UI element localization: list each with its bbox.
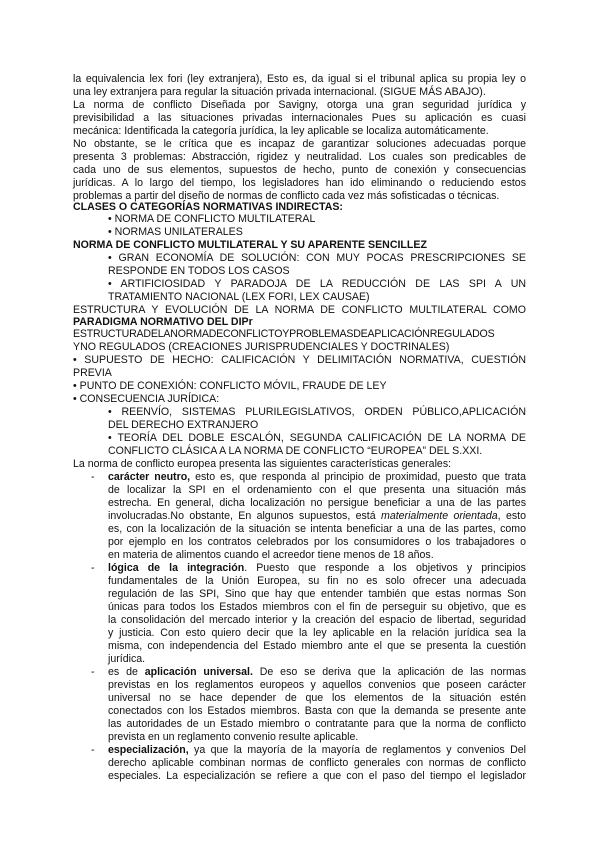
list-item-line: previstas en los reglamentos europeos y aquellos convenios que poseen carácter (108, 679, 526, 691)
list-item-line: por ejemplo en los contratos celebrados por los consumidores o los trabajadores o (108, 536, 526, 548)
bullet-item-continuation: DEL DERECHO EXTRANJERO (108, 419, 259, 431)
bullet-item: • CONSECUENCIA JURÍDICA: (73, 393, 220, 405)
paragraph-line: cada uno de sus elementos, supuestos de hecho, punto de conexión y consecuencias (73, 164, 526, 176)
section-heading: PARADIGMA NORMATIVO DEL DIPr (73, 316, 253, 328)
characteristic-text: De eso se deriva que la aplicación de las normas (252, 666, 526, 678)
bullet-item-continuation: TRATAMIENTO NACIONAL (LEX FORI, LEX CAUSAE) (108, 291, 370, 303)
list-dash: - (91, 744, 95, 756)
paragraph-line: YNO REGULADOS (CREACIONES JURISPRUDENCIALES Y DOCTRINALES) (73, 341, 450, 353)
paragraph-line: No obstante, se le crítica que es incapaz de garantizar soluciones adecuadas porque (73, 138, 526, 150)
list-item-line: en materia de alimentos cuando el acreedor tiene menos de 18 años. (108, 549, 434, 561)
characteristic-label: lógica de la integración (108, 562, 245, 574)
paragraph-line: presenta 3 problemas: Abstracción, rigidez y neutralidad. Los cuales son predicables de (73, 151, 526, 163)
characteristic-text: , esto (497, 510, 526, 522)
bullet-item: • ARTIFICIOSIDAD Y PARADOJA DE LA REDUCCIÓN DE LAS SPI A UN (108, 278, 526, 290)
list-item-line: estrecha. En general, dicha localización no persigue beneficiar a una de las partes (108, 497, 526, 509)
bullet-item-continuation: PREVIA (73, 367, 112, 379)
list-item-line: universal no se hace depender de que los elementos de la situación estén (108, 692, 526, 704)
paragraph-line: una ley extranjera para regular la situación privada internacional. (SIGUE MÁS ABAJO). (73, 86, 486, 98)
list-item-line (108, 562, 526, 575)
list-dash: - (91, 666, 95, 678)
characteristic-label: especialización, (108, 744, 189, 756)
list-item-line: especiales. La especialización se refiere a que con el paso del tiempo el legislador (108, 770, 526, 782)
bullet-item-continuation: CONFLICTO CLÁSICA A LA NORMA DE CONFLICTO “EUROPEA” DEL S.XXI. (108, 445, 483, 457)
bullet-item: • GRAN ECONOMÍA DE SOLUCIÓN: CON MUY POCAS PRESCRIPCIONES SE (108, 252, 526, 264)
bullet-item: • TEORÍA DEL DOBLE ESCALÓN, SEGUNDA CALIFICACIÓN DE LA NORMA DE (108, 432, 526, 444)
list-dash: - (91, 562, 95, 574)
paragraph-line: previsibilidad a las situaciones privadas internacionales Pues su aplicación es cuasi (73, 112, 526, 124)
characteristic-label: aplicación universal. (144, 666, 253, 678)
list-item-line (108, 666, 526, 679)
paragraph-line: mecánica: Identificada la categoría jurídica, la ley aplicable se localiza automáticamente. (73, 125, 489, 137)
bullet-item: • SUPUESTO DE HECHO: CALIFICACIÓN Y DELIMITACIÓN NORMATIVA, CUESTIÓN (73, 354, 526, 366)
section-heading: NORMA DE CONFLICTO MULTILATERAL Y SU APARENTE SENCILLEZ (73, 239, 427, 251)
bullet-item-continuation: RESPONDE EN TODOS LOS CASOS (108, 265, 290, 277)
characteristic-text: involucradas.No obstante, En algunos supuestos, está (108, 510, 381, 522)
list-item-line: la consolidación del mercado interior y la creación del espacio de libertad, seguridad (108, 614, 526, 626)
paragraph-line: ESTRUCTURADELANORMADECONFLICTOYPROBLEMASDEAPLICACIÓNREGULADOS (73, 328, 495, 340)
bullet-item: • NORMAS UNILATERALES (108, 226, 243, 238)
list-item-line: es, con la localización de la situación se intenta beneficiar a una de las partes, como (108, 523, 526, 535)
paragraph-line: la equivalencia lex fori (ley extranjera), Esto es, da igual si el tribunal aplica su propia ley o (73, 73, 526, 85)
characteristic-label: carácter neutro, (108, 471, 191, 483)
characteristic-text: ya que la mayoría de la mayoría de reglamentos y convenios Del (188, 744, 526, 756)
paragraph-line: La norma de conflicto Diseñada por Savigny, otorga una gran seguridad jurídica y (73, 99, 526, 111)
list-item-line: jurídica. (108, 653, 146, 665)
list-item-line: misma, con independencia del Estado miembro ante el que se presenta la cuestión (108, 640, 526, 652)
bullet-item: • PUNTO DE CONEXIÓN: CONFLICTO MÓVIL, FRAUDE DE LEY (73, 380, 387, 392)
list-item-line: conectados con los Estados miembros. Basta con que la demanda se presente ante (108, 705, 526, 717)
list-item-line (108, 471, 526, 484)
list-item-line: y justicia. Con esto quiero decir que la ley aplicable en la relación jurídica sea la (108, 627, 526, 639)
paragraph-line: jurídicas. A lo largo del tiempo, los legisladores han ido eliminando o reduciendo estos (73, 177, 526, 189)
paragraph-line: ESTRUCTURA Y EVOLUCIÓN DE LA NORMA DE CONFLICTO MULTILATERAL COMO (73, 304, 526, 316)
list-item-line: únicas para todos los Estados miembros con el fin de perseguir su objetivo, que es (108, 601, 526, 613)
list-item-line: las autoridades de un Estado miembro o contratante para que la norma de conflicto (108, 718, 526, 730)
list-item-line (108, 510, 526, 523)
italic-text: materialmente orientada (381, 510, 498, 522)
section-heading: CLASES O CATEGORÍAS NORMATIVAS INDIRECTAS: (73, 201, 343, 213)
list-item-line: fundamentales de la Unión Europea, su fin no es solo ofrecer una adecuada (108, 575, 526, 587)
list-item-line: de localizar la SPI en el ordenamiento con el que presenta una situación más (108, 484, 526, 496)
characteristic-text: esto es, que responda al principio de proximidad, puesto que trata (190, 471, 526, 483)
characteristic-text: es de (108, 666, 145, 678)
list-item-line: regulación de las SPI, Sino que hay que entender también que estas normas Son (108, 588, 526, 600)
list-item-line: prevista en un reglamento convenio resulte aplicable. (108, 731, 359, 743)
bullet-item: • REENVÍO, SISTEMAS PLURILEGISLATIVOS, ORDEN PÚBLICO,APLICACIÓN (108, 406, 526, 418)
paragraph-line: La norma de conflicto europea presenta las siguientes características generales: (73, 458, 452, 470)
list-item-line: derecho aplicable combinan normas de conflicto generales con normas de conflicto (108, 757, 526, 769)
list-dash: - (91, 471, 95, 483)
bullet-item: • NORMA DE CONFLICTO MULTILATERAL (108, 213, 316, 225)
paragraph-line: problemas a partir del diseño de normas de conflicto cada vez más sofisticadas o técnicas. (73, 190, 500, 202)
characteristic-text: . Puesto que responde a los objetivos y principios (244, 562, 526, 574)
list-item-line (108, 744, 526, 757)
